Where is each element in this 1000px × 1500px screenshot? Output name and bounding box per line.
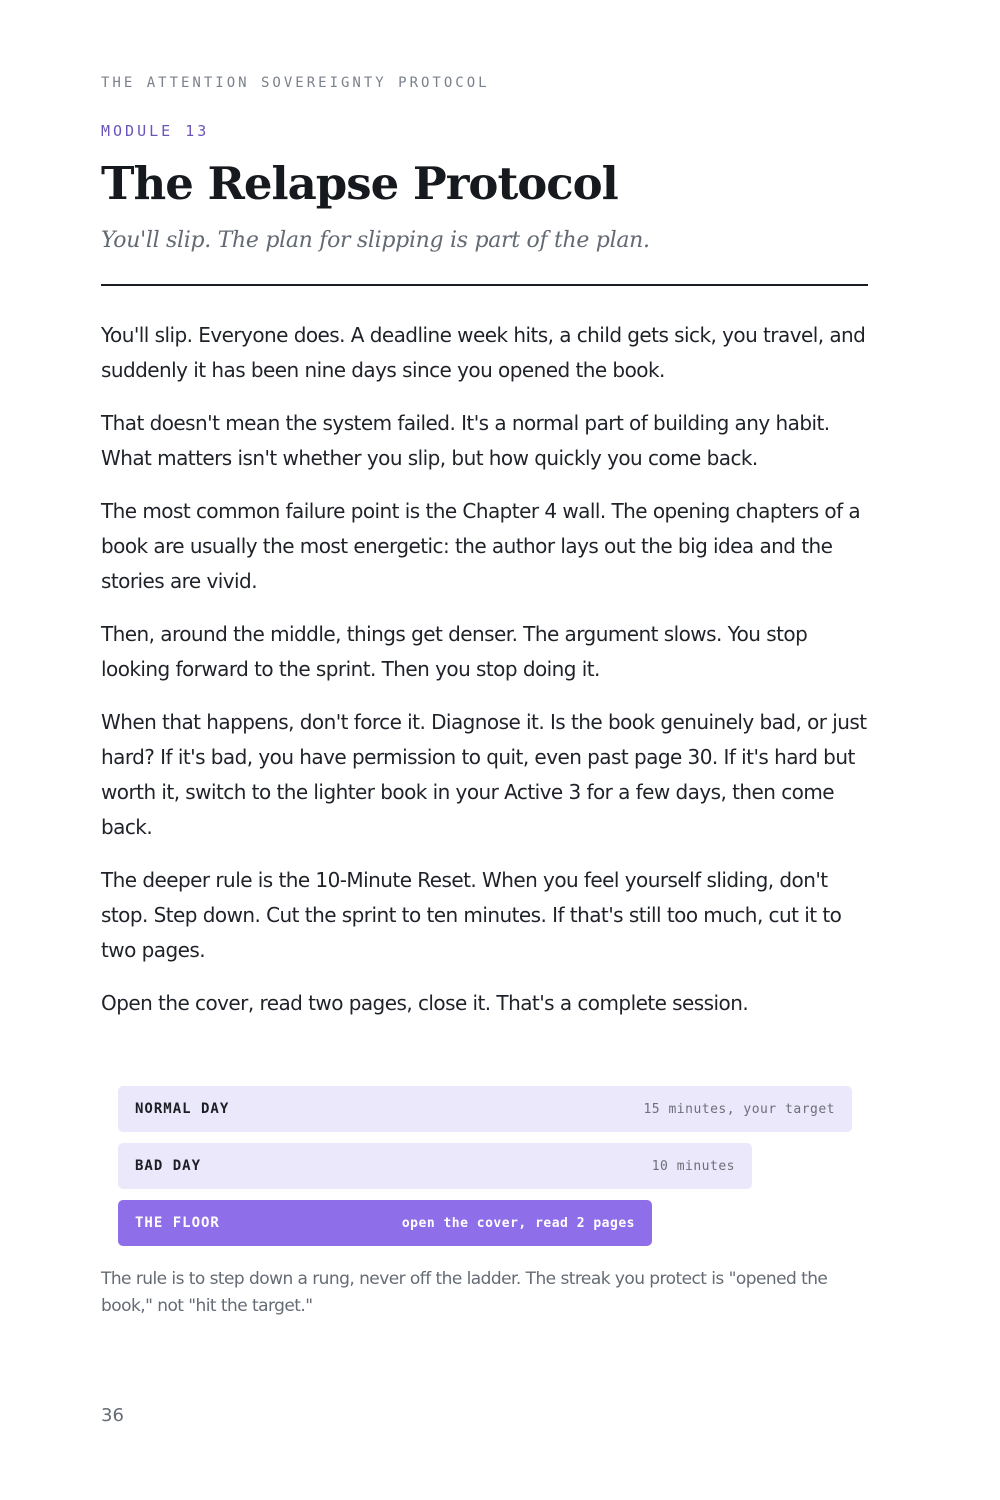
- rung-label: BAD DAY: [135, 1158, 202, 1174]
- rung-note: open the cover, read 2 pages: [401, 1215, 635, 1231]
- page-subtitle: You'll slip. The plan for slipping is part of the plan.: [101, 228, 650, 253]
- rung-label: THE FLOOR: [135, 1215, 220, 1231]
- step-down-ladder: [118, 1086, 852, 1257]
- paragraph: The most common failure point is the Chapter 4 wall. The opening chapters of a book are usually the most energetic: the author lays out the big idea and the stories are vivid.: [101, 499, 861, 593]
- rung-label: NORMAL DAY: [135, 1101, 230, 1117]
- rung-note: 15 minutes, your target: [643, 1101, 835, 1117]
- ladder-rung-normal-day: [118, 1086, 852, 1132]
- paragraph: That doesn't mean the system failed. It's a normal part of building any habit. What matters isn't whether you slip, but how quickly you come back.: [101, 411, 830, 470]
- paragraph: When that happens, don't force it. Diagnose it. Is the book genuinely bad, or just hard? If it's bad, you have permission to quit, even past page 30. If it's hard but worth it, switch to the lighter book in your Active 3 for a few days, then come back.: [101, 710, 867, 839]
- page-title: The Relapse Protocol: [101, 157, 618, 210]
- page-number: 36: [101, 1405, 124, 1426]
- module-label: MODULE 13: [101, 122, 210, 140]
- ladder-rung-the-floor: [118, 1200, 652, 1246]
- series-kicker: THE ATTENTION SOVEREIGNTY PROTOCOL: [101, 75, 490, 91]
- paragraph: You'll slip. Everyone does. A deadline week hits, a child gets sick, you travel, and suddenly it has been nine days since you opened the book.: [101, 323, 866, 382]
- ladder-rung-bad-day: [118, 1143, 752, 1189]
- paragraph: Then, around the middle, things get denser. The argument slows. You stop looking forward to the sprint. Then you stop doing it.: [101, 622, 808, 681]
- paragraph: The deeper rule is the 10-Minute Reset. When you feel yourself sliding, don't stop. Step down. Cut the sprint to ten minutes. If that's still too much, cut it to two pages.: [101, 868, 842, 962]
- rung-note: 10 minutes: [651, 1158, 735, 1174]
- title-divider: [101, 284, 868, 286]
- body-text: [101, 318, 868, 1039]
- ladder-caption: The rule is to step down a rung, never off the ladder. The streak you protect is "opened the book," not "hit the target.": [101, 1269, 828, 1316]
- paragraph: Open the cover, read two pages, close it. That's a complete session.: [101, 991, 749, 1015]
